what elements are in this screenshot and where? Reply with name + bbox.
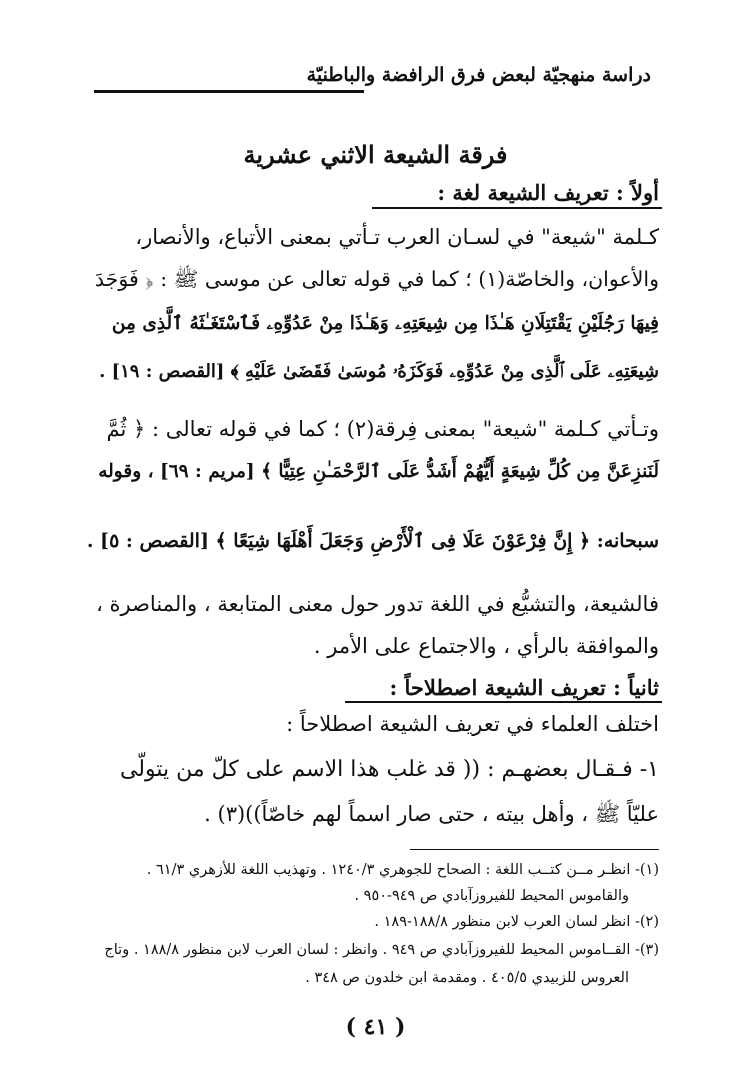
running-head: دراسة منهجيّة لبعض فرق الرافضة والباطنيّة (306, 64, 651, 86)
footnote-1: (١)- انظـر مــن كتــب اللغة : الصحاح للجوهري ١٢٤٠/٣ . وتهذيب اللغة للأزهري ٦١/٣ . (146, 862, 659, 878)
header-rule (94, 90, 364, 93)
quran-verse-line: سبحانه: ﴿ إِنَّ فِرْعَوْنَ عَلَا فِى ٱلْأَرْضِ وَجَعَلَ أَهْلَهَا شِيَعًا ﴾ [القصص : ٥] . (86, 530, 659, 552)
footnote-3: (٣)- القــاموس المحيط للفيروزآبادي ص ٩٤٩ . وانظر : لسان العرب لابن منظور ١٨٨/٨ . وتاج (104, 942, 659, 958)
body-line: وتـأتي كـلمة "شيعة" بمعنى فِرقة(٢) ؛ كما في قوله تعالى : ﴿ ثُمَّ (106, 417, 659, 441)
body-line: ١- فـقـال بعضهـم : (( قد غلب هذا الاسم على كلّ من يتولّى (119, 757, 659, 782)
quran-verse-line: لَنَنزِعَنَّ مِن كُلِّ شِيعَةٍ أَيُّهُمْ أَشَدُّ عَلَى ٱلرَّحْمَـٰنِ عِتِيًّا ﴾ [مريم : ٦٩] ، وقوله (98, 461, 659, 482)
footnote-rule (410, 849, 659, 850)
quran-verse-line: فِيهَا رَجُلَيْنِ يَقْتَتِلَانِ هَـٰذَا مِن شِيعَتِهِۦ وَهَـٰذَا مِنْ عَدُوِّهِۦ فَٱسْتَغَـٰثَهُ ٱلَّذِى مِن (111, 313, 659, 334)
body-line: والأعوان، والخاصّة(١) ؛ كما في قوله تعالى عن موسى ﷺ : ﴿ فَوَجَدَ (94, 267, 659, 291)
body-line: اختلف العلماء في تعريف الشيعة اصطلاحاً : (286, 712, 659, 736)
body-line: عليّاً ﷺ ، وأهل بيته ، حتى صار اسماً لهم خاصّاً))(٣) . (204, 802, 659, 826)
section-heading-underline (345, 701, 662, 703)
body-line: والموافقة بالرأي ، والاجتماع على الأمر . (313, 634, 659, 658)
section-heading-underline (372, 207, 662, 209)
body-line: فالشيعة، والتشيُّع في اللغة تدور حول معنى المتابعة ، والمناصرة ، (96, 592, 659, 616)
footnote-1-cont: والقاموس المحيط للفيروزآبادي ص ٩٤٩-٩٥٠ . (354, 888, 629, 904)
footnote-2: (٢)- انظر لسان العرب لابن منظور ١٨٨/٨-١٨٩ . (374, 914, 659, 930)
section-heading-linguistic: أولاً : تعريف الشيعة لغة : (437, 180, 659, 205)
page-title: فرقة الشيعة الاثني عشرية (243, 140, 508, 169)
quran-verse-line: شِيعَتِهِۦ عَلَى ٱلَّذِى مِنْ عَدُوِّهِۦ فَوَكَزَهُۥ مُوسَىٰ فَقَضَىٰ عَلَيْهِ ﴾ [القصص : ١٩] . (99, 361, 659, 382)
footnote-3-cont: العروس للزبيدي ٤٠٥/٥ . ومقدمة ابن خلدون ص ٣٤٨ . (305, 970, 629, 986)
section-heading-technical: ثانياً : تعريف الشيعة اصطلاحاً : (389, 675, 659, 700)
page-number: ( ٤١ ) (345, 1014, 406, 1040)
body-line: كـلمة "شيعة" في لسـان العرب تـأتي بمعنى الأتباع، والأنصار، (135, 225, 659, 249)
